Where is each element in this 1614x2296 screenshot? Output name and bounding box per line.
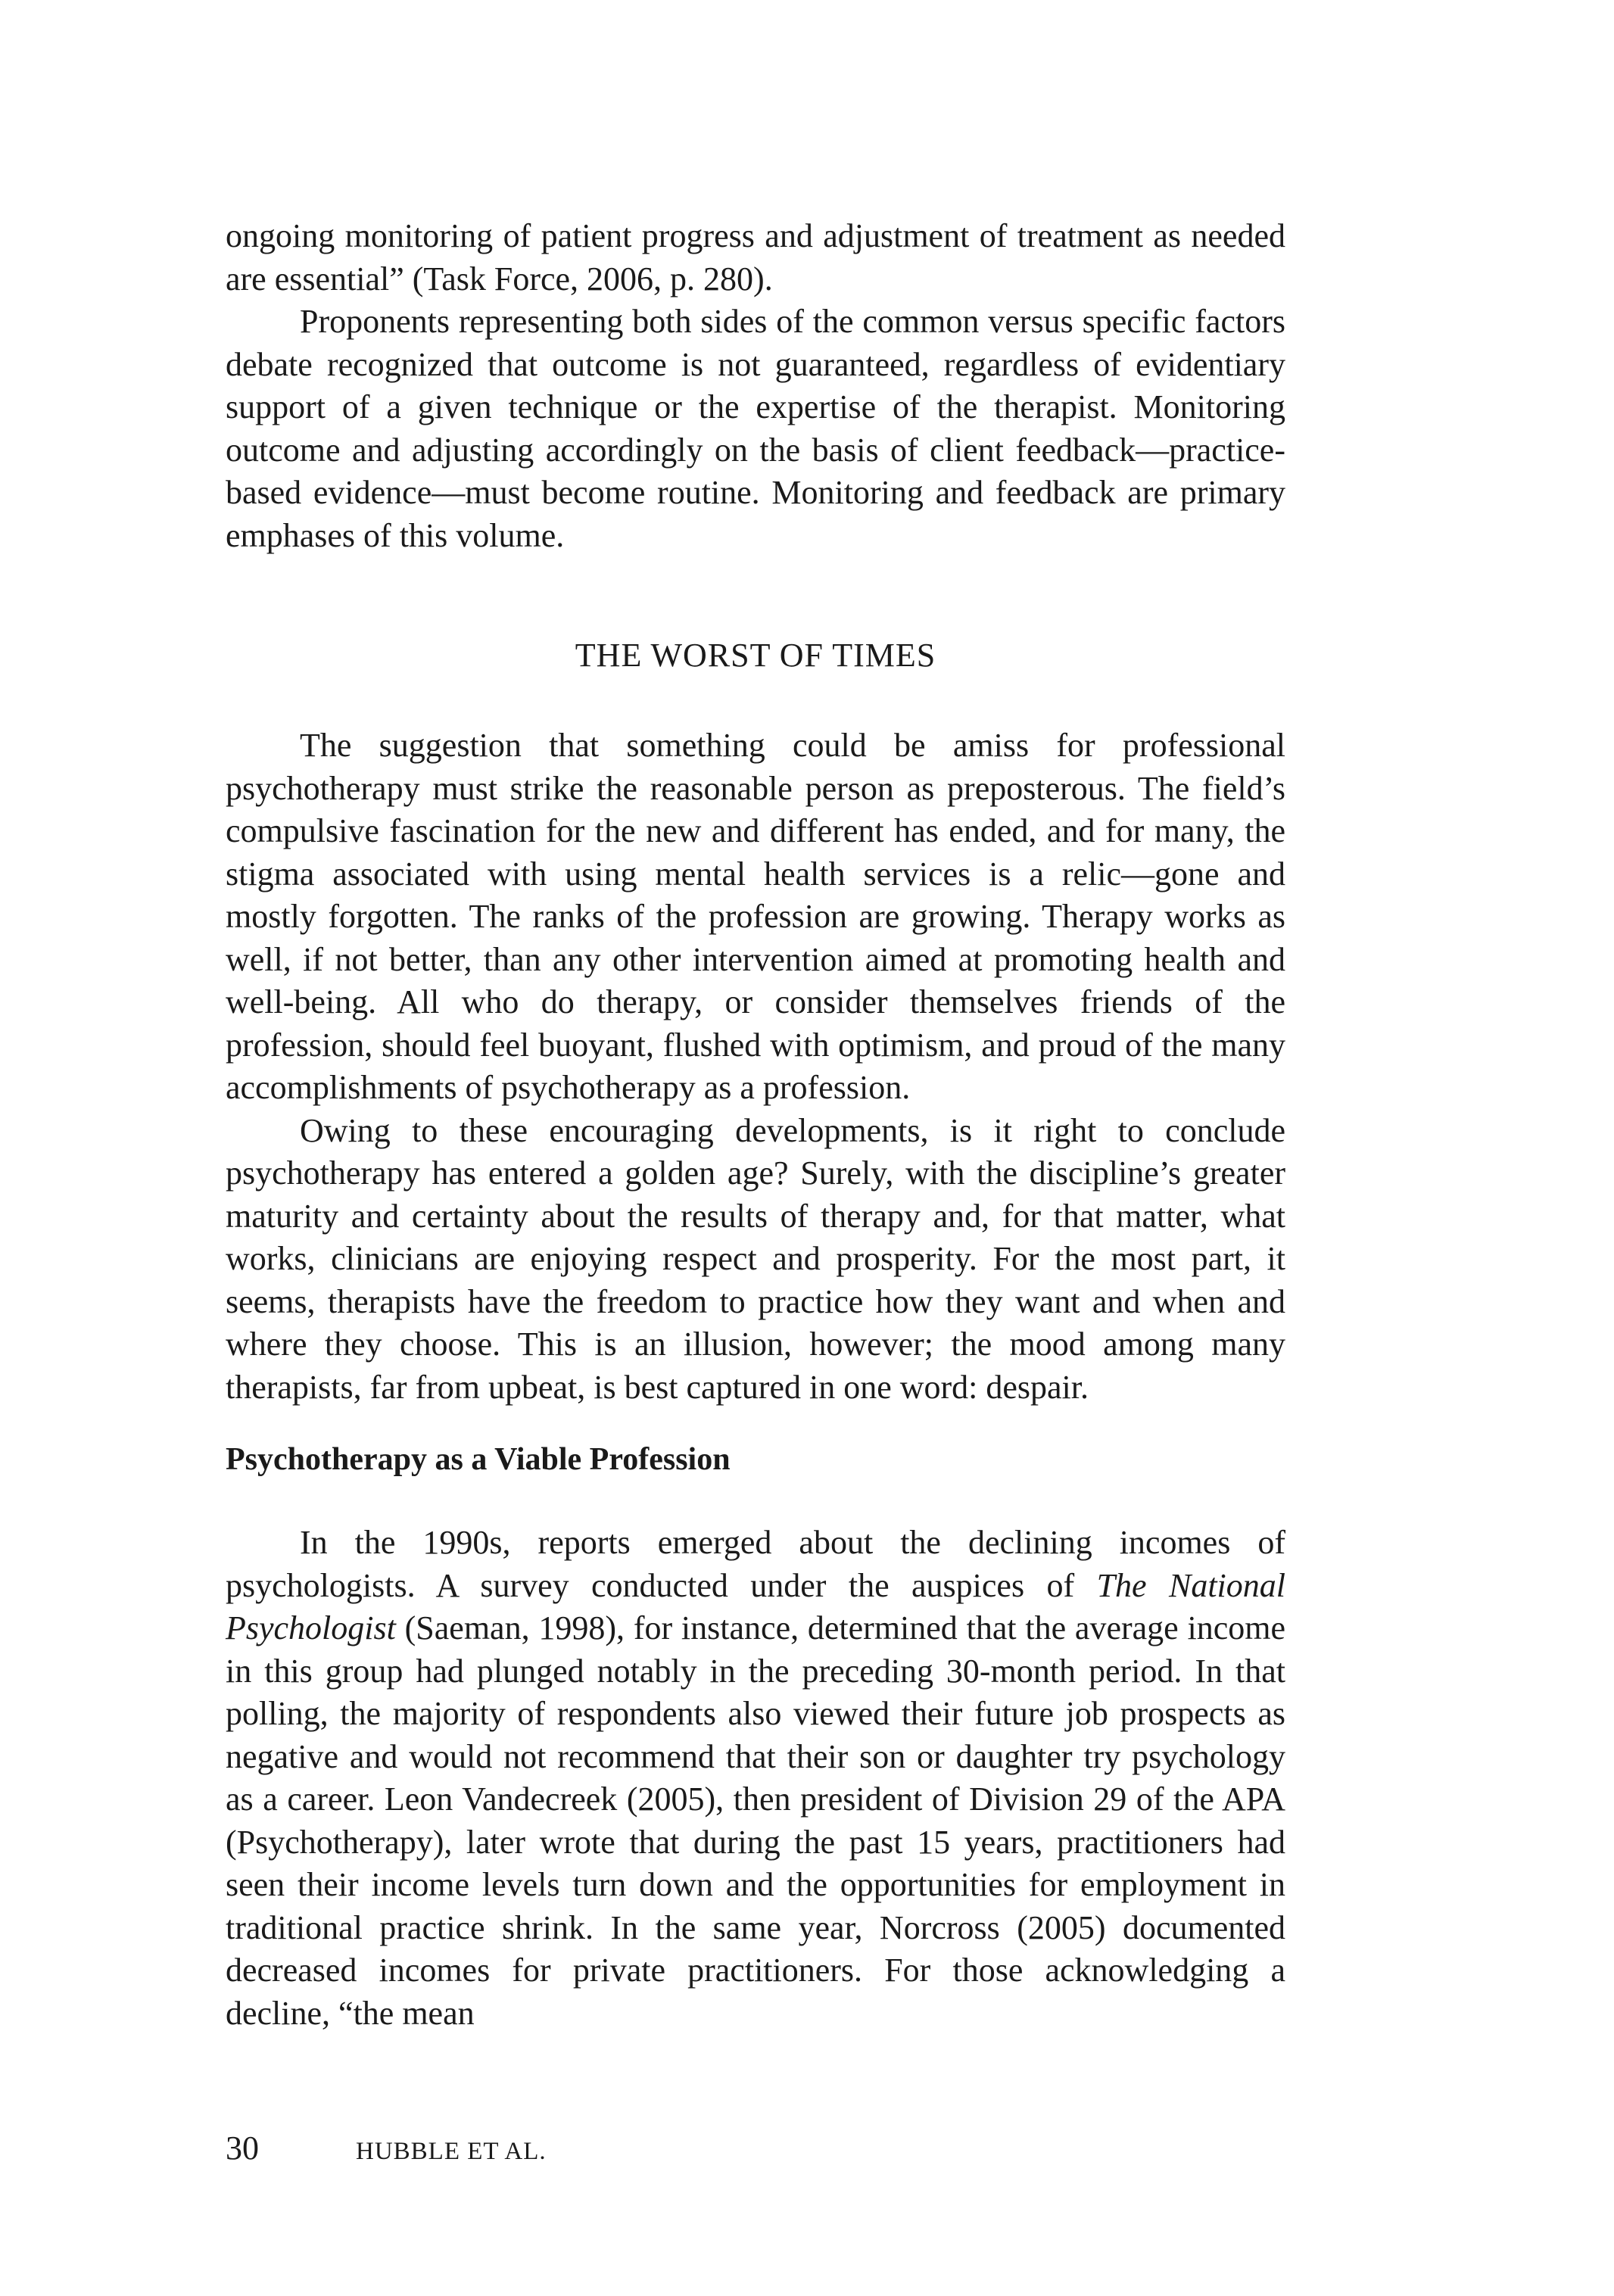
paragraph-continuation: ongoing monitoring of patient progress and adjustment of treatment as needed are essential” (Task Force, 2006, p. 280). xyxy=(226,217,1285,298)
viable-profession-text xyxy=(226,1522,1285,2035)
subsection-heading: Psychotherapy as a Viable Profession xyxy=(226,1442,731,1477)
worst-of-times-text xyxy=(226,724,1285,1409)
paragraph-proponents: Proponents representing both sides of the common versus specific factors debate recognized that outcome is not guaranteed, regardless of evidentiary support of a given technique or the expertise of the therapist. Monitoring outcome and adjusting accordingly on the basis of client feedback—practice-based evidence—must become routine. Monitoring and feedback are primary emphases of this volume. xyxy=(226,303,1285,554)
running-head: HUBBLE ET AL. xyxy=(356,2138,547,2165)
page-number: 30 xyxy=(226,2129,259,2167)
incomes-text-end: (Saeman, 1998), for instance, determined that the average income in this group had plunged notably in the preceding 30-month period. In that polling, the majority of respondents also viewed their future job prospects as negative and would not recommend that their son or daughter try psychology as a career. Leon Vandecreek (2005), then president of Division 29 of the APA (Psychotherapy), later wrote that during the past 15 years, practitioners had seen their income levels turn down and the opportunities for employment in traditional practice shrink. In the same year, Norcross (2005) documented decreased incomes for private practitioners. For those acknowledging a decline, “the mean xyxy=(226,1609,1285,2032)
paragraph-incomes xyxy=(226,1522,1285,2035)
page-footer xyxy=(226,2127,547,2173)
journal-title: The National Psychologist xyxy=(226,1566,1285,1646)
incomes-text-start: In the 1990s, reports emerged about the declining incomes of psychologists. A survey conducted under the auspices of xyxy=(226,1524,1285,1604)
section-heading: THE WORST OF TIMES xyxy=(575,637,936,674)
paragraph-suggestion: The suggestion that something could be amiss for professional psychotherapy must strike the reasonable person as preposterous. The field’s compulsive fascination for the new and different has ended, and for many, the stigma associated with using mental health services is a relic—gone and mostly forgotten. The ranks of the profession are growing. Therapy works as well, if not better, than any other intervention aimed at promoting health and well-being. All who do therapy, or consider themselves friends of the profession, should feel buoyant, flushed with optimism, and proud of the many accomplishments of psychotherapy as a profession. xyxy=(226,727,1285,1106)
paragraph-golden-age: Owing to these encouraging developments, is it right to conclude psychotherapy has entered a golden age? Surely, with the discipline’s greater maturity and certainty about the results of therapy and, for that matter, what works, clinicians are enjoying respect and prosperity. For the most part, it seems, therapists have the freedom to practice how they want and when and where they choose. This is an illusion, however; the mood among many therapists, far from upbeat, is best captured in one word: despair. xyxy=(226,1111,1285,1406)
opening-text xyxy=(226,215,1285,557)
